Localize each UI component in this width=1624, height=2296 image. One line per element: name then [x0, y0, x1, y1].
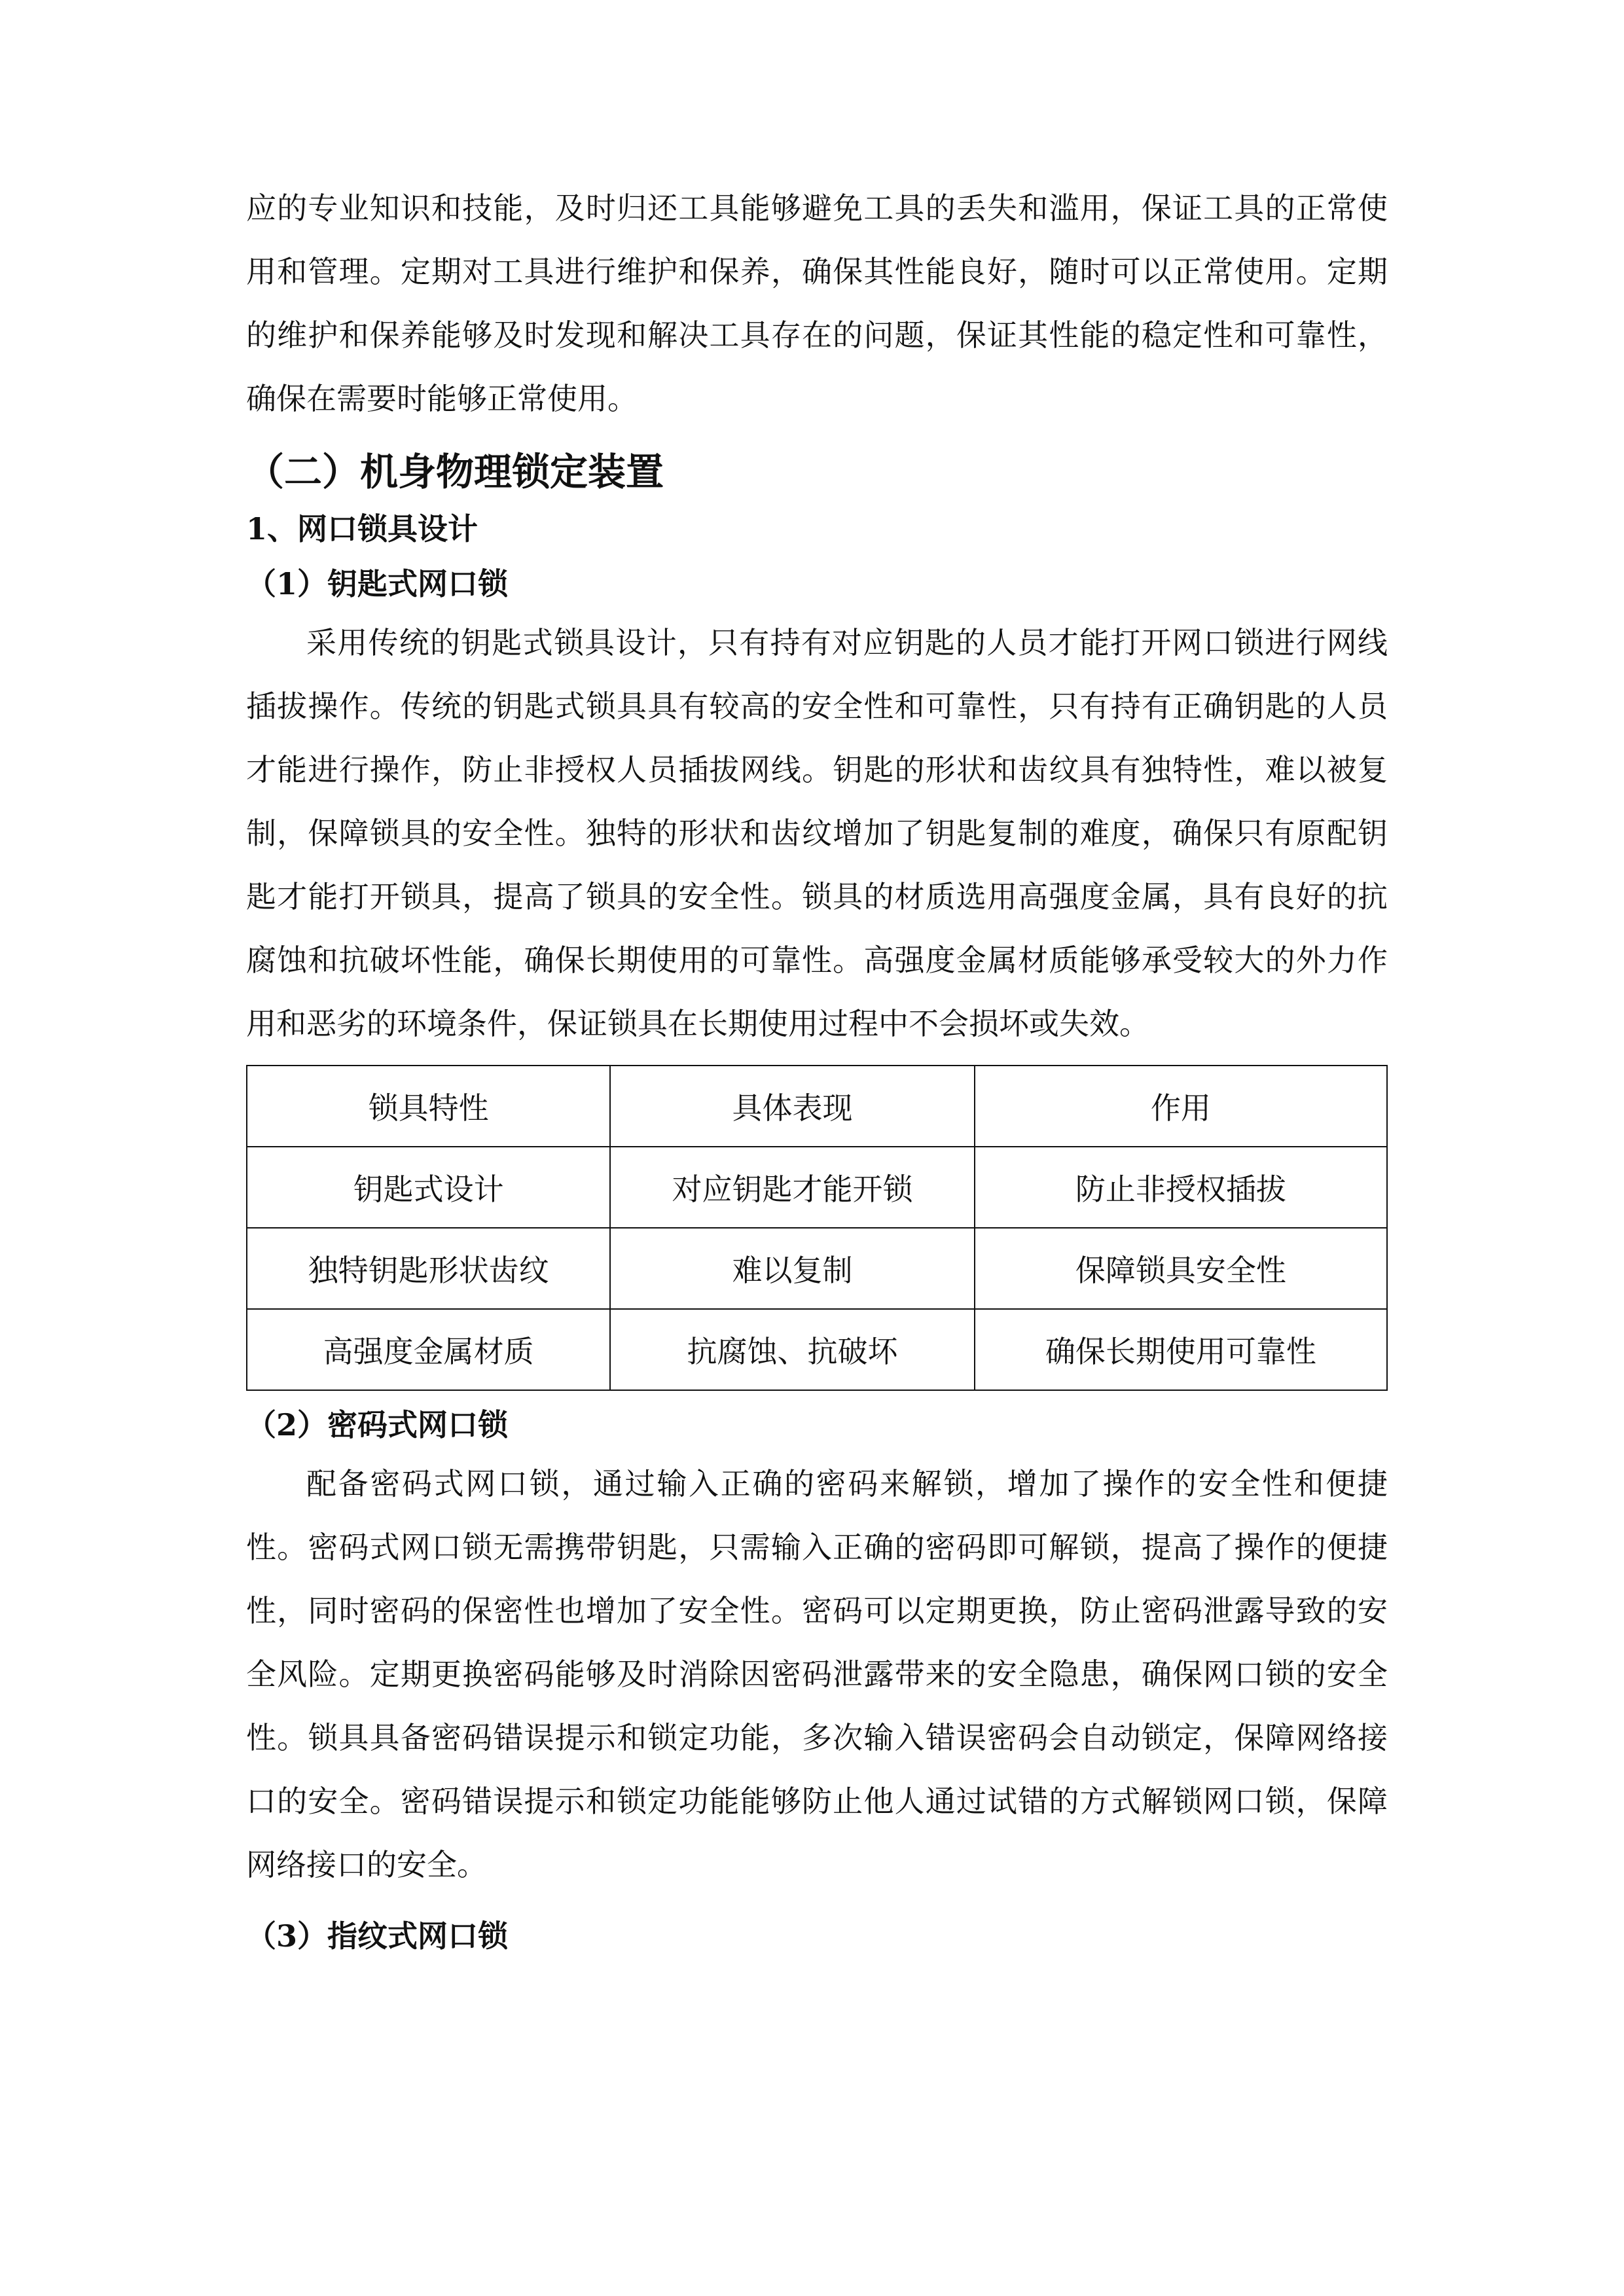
- table-row: [247, 1147, 1387, 1228]
- table-header-cell: 锁具特性: [247, 1066, 610, 1147]
- key-lock-paragraph: 采用传统的钥匙式锁具设计，只有持有对应钥匙的人员才能打开网口锁进行网线插拔操作。传统的钥匙式锁具具有较高的安全性和可靠性，只有持有正确钥匙的人员才能进行操作，防止非授权人员插拔网线。钥匙的形状和齿纹具有独特性，难以被复制，保障锁具的安全性。独特的形状和齿纹增加了钥匙复制的难度，确保只有原配钥匙才能打开锁具，提高了锁具的安全性。锁具的材质选用高强度金属，具有良好的抗腐蚀和抗破坏性能，确保长期使用的可靠性。高强度金属材质能够承受较大的外力作用和恶劣的环境条件，保证锁具在长期使用过程中不会损坏或失效。: [246, 625, 1388, 1041]
- table-cell: 对应钥匙才能开锁: [610, 1147, 974, 1228]
- table-cell: 确保长期使用可靠性: [975, 1309, 1387, 1390]
- key-lock-heading: （1）钥匙式网口锁: [246, 566, 509, 601]
- password-lock-heading: （2）密码式网口锁: [246, 1407, 509, 1443]
- table-cell: 难以复制: [610, 1228, 974, 1309]
- continuation-paragraph: 应的专业知识和技能，及时归还工具能够避免工具的丢失和滥用，保证工具的正常使用和管理。定期对工具进行维护和保养，确保其性能良好，随时可以正常使用。定期的维护和保养能够及时发现和解决工具存在的问题，保证其性能的稳定性和可靠性，确保在需要时能够正常使用。: [246, 190, 1388, 416]
- lock-features-table: [246, 1065, 1388, 1391]
- document-page: [246, 177, 1388, 1964]
- table-cell: 钥匙式设计: [247, 1147, 610, 1228]
- table-cell: 独特钥匙形状齿纹: [247, 1228, 610, 1309]
- table-header-cell: 具体表现: [610, 1066, 974, 1147]
- table-cell: 抗腐蚀、抗破坏: [610, 1309, 974, 1390]
- table-row: [247, 1309, 1387, 1390]
- table-cell: 保障锁具安全性: [975, 1228, 1387, 1309]
- table-row: [247, 1228, 1387, 1309]
- table-header-row: [247, 1066, 1387, 1147]
- table-cell: 高强度金属材质: [247, 1309, 610, 1390]
- fingerprint-lock-heading: （3）指纹式网口锁: [246, 1918, 509, 1954]
- subsection-heading: 1、网口锁具设计: [246, 511, 478, 547]
- section-heading: （二）机身物理锁定装置: [246, 450, 664, 494]
- password-lock-paragraph: 配备密码式网口锁，通过输入正确的密码来解锁，增加了操作的安全性和便捷性。密码式网口锁无需携带钥匙，只需输入正确的密码即可解锁，提高了操作的便捷性，同时密码的保密性也增加了安全性。密码可以定期更换，防止密码泄露导致的安全风险。定期更换密码能够及时消除因密码泄露带来的安全隐患，确保网口锁的安全性。锁具具备密码错误提示和锁定功能，多次输入错误密码会自动锁定，保障网络接口的安全。密码错误提示和锁定功能能够防止他人通过试错的方式解锁网口锁，保障网络接口的安全。: [246, 1466, 1388, 1882]
- table-cell: 防止非授权插拔: [975, 1147, 1387, 1228]
- table-header-cell: 作用: [975, 1066, 1387, 1147]
